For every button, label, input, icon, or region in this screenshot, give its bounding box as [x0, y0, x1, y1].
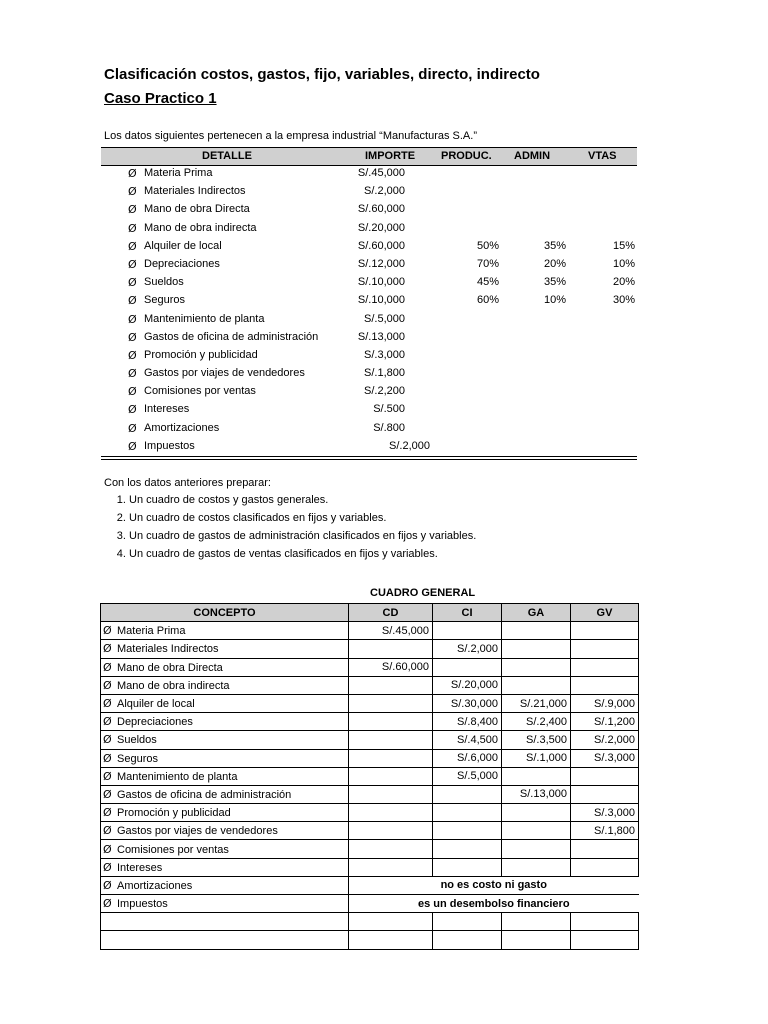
- importe-cell: S/.10,000: [357, 276, 405, 289]
- detalle-cell: Impuestos: [144, 439, 195, 452]
- admin-cell: 35%: [543, 276, 566, 289]
- blank-row: [101, 931, 639, 949]
- bullet-symbol: Ø: [103, 806, 112, 820]
- admin-cell: 10%: [543, 294, 566, 307]
- table-row: [101, 420, 637, 438]
- instruction-item: 4. Un cuadro de gastos de ventas clasificados en fijos y variables.: [129, 548, 476, 566]
- concepto-cell: [101, 876, 349, 894]
- bullet-symbol: Ø: [103, 697, 112, 711]
- ci-cell: [433, 785, 502, 803]
- detalle-cell: Gastos por viajes de vendedores: [144, 367, 305, 380]
- table-row: [101, 767, 639, 785]
- data-table-header: [101, 147, 637, 166]
- gv-cell: [571, 640, 639, 658]
- concepto-cell: [101, 822, 349, 840]
- importe-cell: S/.2,000: [364, 185, 405, 198]
- gv-cell: [571, 658, 639, 676]
- table-row: [101, 694, 639, 712]
- cd-cell: [349, 676, 433, 694]
- table-row: [101, 876, 639, 894]
- bullet-symbol: Ø: [128, 276, 137, 290]
- detalle-cell: Mantenimiento de planta: [144, 312, 265, 325]
- instructions: [104, 477, 476, 566]
- ci-cell: [433, 804, 502, 822]
- bullet-symbol: Ø: [103, 715, 112, 729]
- importe-cell: S/.800: [373, 421, 405, 434]
- bullet-symbol: Ø: [128, 385, 137, 399]
- vtas-cell: 10%: [612, 257, 635, 270]
- importe-cell: S/.10,000: [357, 294, 405, 307]
- concepto-cell: [101, 640, 349, 658]
- concepto-label: Materiales Indirectos: [117, 643, 219, 656]
- concepto-cell: [101, 676, 349, 694]
- ga-cell: [502, 858, 571, 876]
- ci-cell: [433, 822, 502, 840]
- concepto-label: Seguros: [117, 752, 158, 765]
- instruction-item: 3. Un cuadro de gastos de administración clasificados en fijos y variables.: [129, 530, 476, 548]
- gv-cell: [571, 858, 639, 876]
- concepto-label: Mano de obra indirecta: [117, 679, 230, 692]
- ci-cell: S/.30,000: [433, 694, 502, 712]
- cd-cell: [349, 694, 433, 712]
- instruction-item: 1. Un cuadro de costos y gastos generales.: [129, 494, 476, 512]
- table-row: [101, 438, 637, 456]
- table-row: [101, 201, 637, 219]
- cd-cell: S/.45,000: [349, 622, 433, 640]
- blank-row: [101, 913, 639, 931]
- table-row: [101, 183, 637, 201]
- blank-cell: [101, 913, 349, 931]
- col-admin-header: ADMIN: [514, 150, 551, 162]
- bullet-symbol: Ø: [128, 221, 137, 235]
- gv-cell: S/.2,000: [571, 731, 639, 749]
- detalle-cell: Materia Prima: [144, 167, 213, 179]
- detalle-cell: Alquiler de local: [144, 239, 222, 252]
- concepto-label: Impuestos: [117, 898, 168, 911]
- ga-cell: [502, 767, 571, 785]
- cd-cell: [349, 785, 433, 803]
- detalle-cell: Mano de obra indirecta: [144, 221, 257, 234]
- cd-cell: [349, 822, 433, 840]
- data-table-body: [101, 165, 637, 456]
- col-gv-header: GV: [571, 604, 639, 622]
- cd-cell: [349, 840, 433, 858]
- bullet-symbol: Ø: [128, 294, 137, 308]
- table-row: [101, 731, 639, 749]
- detalle-cell: Depreciaciones: [144, 257, 220, 270]
- blank-cell: [433, 913, 502, 931]
- table-row: [101, 311, 637, 329]
- bullet-symbol: Ø: [128, 203, 137, 217]
- cd-cell: [349, 767, 433, 785]
- table-row: [101, 822, 639, 840]
- document-title: Clasificación costos, gastos, fijo, variables, directo, indirecto: [104, 66, 540, 83]
- instructions-lead: Con los datos anteriores preparar:: [104, 477, 271, 489]
- importe-cell: S/.20,000: [357, 221, 405, 234]
- produc-cell: 50%: [476, 239, 499, 252]
- gv-cell: S/.3,000: [571, 749, 639, 767]
- cd-cell: [349, 858, 433, 876]
- table-row: [101, 658, 639, 676]
- gv-cell: [571, 767, 639, 785]
- bullet-symbol: Ø: [128, 348, 137, 362]
- ga-cell: [502, 840, 571, 858]
- table-row: [101, 256, 637, 274]
- concepto-cell: [101, 767, 349, 785]
- gv-cell: [571, 622, 639, 640]
- concepto-label: Intereses: [117, 861, 163, 874]
- case-subtitle: Caso Practico 1: [104, 90, 217, 107]
- note-cell: no es costo ni gasto: [349, 876, 639, 894]
- concepto-label: Amortizaciones: [117, 879, 193, 892]
- general-table-body: [101, 622, 639, 949]
- bullet-symbol: Ø: [103, 878, 112, 892]
- bullet-symbol: Ø: [128, 330, 137, 344]
- importe-cell: S/.1,800: [364, 367, 405, 380]
- table-row: [101, 383, 637, 401]
- col-cd-header: CD: [349, 604, 433, 622]
- blank-cell: [101, 931, 349, 949]
- gv-cell: [571, 785, 639, 803]
- detalle-cell: Amortizaciones: [144, 421, 220, 434]
- table-row: [101, 840, 639, 858]
- admin-cell: 20%: [543, 257, 566, 270]
- ci-cell: S/.4,500: [433, 731, 502, 749]
- concepto-cell: [101, 713, 349, 731]
- concepto-cell: [101, 858, 349, 876]
- ci-cell: [433, 840, 502, 858]
- gv-cell: S/.1,800: [571, 822, 639, 840]
- general-table-caption: CUADRO GENERAL: [370, 587, 476, 599]
- blank-cell: [571, 931, 639, 949]
- col-ci-header: CI: [433, 604, 502, 622]
- concepto-label: Sueldos: [117, 734, 157, 747]
- col-vtas-header: VTAS: [588, 150, 617, 162]
- bullet-symbol: Ø: [128, 367, 137, 381]
- bullet-symbol: Ø: [128, 167, 137, 180]
- concepto-label: Materia Prima: [117, 625, 186, 638]
- cd-cell: S/.60,000: [349, 658, 433, 676]
- ci-cell: S/.5,000: [433, 767, 502, 785]
- produc-cell: 60%: [476, 294, 499, 307]
- table-row: [101, 165, 637, 183]
- gv-cell: S/.3,000: [571, 804, 639, 822]
- bullet-symbol: Ø: [128, 439, 137, 453]
- detalle-cell: Gastos de oficina de administración: [144, 330, 319, 343]
- col-detalle-header: DETALLE: [202, 150, 252, 162]
- bullet-symbol: Ø: [128, 257, 137, 271]
- ci-cell: [433, 858, 502, 876]
- ga-cell: S/.1,000: [502, 749, 571, 767]
- col-ga-header: GA: [502, 604, 571, 622]
- bullet-symbol: Ø: [103, 624, 112, 638]
- produc-cell: 45%: [476, 276, 499, 289]
- blank-cell: [433, 931, 502, 949]
- detalle-cell: Materiales Indirectos: [144, 185, 246, 198]
- concepto-cell: [101, 895, 349, 913]
- general-table: [100, 603, 639, 950]
- ga-cell: S/.13,000: [502, 785, 571, 803]
- blank-cell: [349, 913, 433, 931]
- bullet-symbol: Ø: [103, 860, 112, 874]
- ga-cell: [502, 804, 571, 822]
- cd-cell: [349, 749, 433, 767]
- detalle-cell: Promoción y publicidad: [144, 348, 258, 361]
- importe-cell: S/.5,000: [364, 312, 405, 325]
- table-row: [101, 401, 637, 419]
- col-concepto-header: CONCEPTO: [101, 604, 349, 622]
- detalle-cell: Mano de obra Directa: [144, 203, 250, 216]
- bullet-symbol: Ø: [103, 751, 112, 765]
- blank-cell: [571, 913, 639, 931]
- ga-cell: [502, 640, 571, 658]
- ci-cell: S/.2,000: [433, 640, 502, 658]
- table-row: [101, 713, 639, 731]
- concepto-cell: [101, 694, 349, 712]
- detalle-cell: Seguros: [144, 294, 185, 307]
- table-row: [101, 640, 639, 658]
- concepto-label: Depreciaciones: [117, 716, 193, 729]
- table-row: [101, 292, 637, 310]
- ga-cell: S/.2,400: [502, 713, 571, 731]
- importe-cell: S/.3,000: [364, 348, 405, 361]
- concepto-cell: [101, 658, 349, 676]
- importe-cell: S/.2,200: [364, 385, 405, 398]
- table-row: [101, 365, 637, 383]
- produc-cell: 70%: [476, 257, 499, 270]
- bullet-symbol: Ø: [103, 787, 112, 801]
- bullet-symbol: Ø: [103, 660, 112, 674]
- ci-cell: [433, 658, 502, 676]
- importe-cell: S/.60,000: [357, 239, 405, 252]
- bullet-symbol: Ø: [103, 897, 112, 911]
- bullet-symbol: Ø: [103, 842, 112, 856]
- bullet-symbol: Ø: [103, 642, 112, 656]
- table-row: [101, 895, 639, 913]
- gv-cell: [571, 676, 639, 694]
- note-cell: es un desembolso financiero: [349, 895, 639, 913]
- concepto-cell: [101, 785, 349, 803]
- table-row: [101, 238, 637, 256]
- blank-cell: [502, 913, 571, 931]
- bullet-symbol: Ø: [128, 312, 137, 326]
- vtas-cell: 30%: [612, 294, 635, 307]
- table-row: [101, 622, 639, 640]
- detalle-cell: Intereses: [144, 403, 190, 416]
- bullet-symbol: Ø: [103, 824, 112, 838]
- importe-cell: S/.13,000: [357, 330, 405, 343]
- concepto-label: Comisiones por ventas: [117, 843, 229, 856]
- vtas-cell: 20%: [612, 276, 635, 289]
- blank-cell: [349, 931, 433, 949]
- table-row: [101, 785, 639, 803]
- general-table-header: [101, 604, 639, 622]
- cd-cell: [349, 713, 433, 731]
- bullet-symbol: Ø: [128, 239, 137, 253]
- bullet-symbol: Ø: [128, 421, 137, 435]
- table-row: [101, 858, 639, 876]
- importe-cell: S/.2,000: [389, 439, 430, 452]
- data-table-end-rule: [101, 456, 637, 460]
- bullet-symbol: Ø: [128, 403, 137, 417]
- concepto-label: Gastos por viajes de vendedores: [117, 825, 278, 838]
- col-produc-header: PRODUC.: [441, 150, 492, 162]
- blank-cell: [502, 931, 571, 949]
- gv-cell: S/.9,000: [571, 694, 639, 712]
- instruction-item: 2. Un cuadro de costos clasificados en fijos y variables.: [129, 512, 476, 530]
- table-row: [101, 749, 639, 767]
- table-row: [101, 220, 637, 238]
- bullet-symbol: Ø: [128, 185, 137, 199]
- importe-cell: S/.45,000: [357, 167, 405, 179]
- ci-cell: [433, 622, 502, 640]
- ga-cell: S/.3,500: [502, 731, 571, 749]
- table-row: [101, 329, 637, 347]
- concepto-cell: [101, 749, 349, 767]
- ga-cell: [502, 658, 571, 676]
- importe-cell: S/.500: [373, 403, 405, 416]
- cd-cell: [349, 731, 433, 749]
- col-importe-header: IMPORTE: [365, 150, 416, 162]
- bullet-symbol: Ø: [103, 733, 112, 747]
- intro-text: Los datos siguientes pertenecen a la empresa industrial “Manufacturas S.A.”: [104, 130, 477, 142]
- concepto-cell: [101, 731, 349, 749]
- concepto-cell: [101, 622, 349, 640]
- concepto-label: Gastos de oficina de administración: [117, 788, 292, 801]
- detalle-cell: Comisiones por ventas: [144, 385, 256, 398]
- concepto-cell: [101, 840, 349, 858]
- bullet-symbol: Ø: [103, 678, 112, 692]
- importe-cell: S/.60,000: [357, 203, 405, 216]
- table-row: [101, 676, 639, 694]
- ga-cell: [502, 822, 571, 840]
- vtas-cell: 15%: [612, 239, 635, 252]
- cd-cell: [349, 804, 433, 822]
- importe-cell: S/.12,000: [357, 257, 405, 270]
- gv-cell: S/.1,200: [571, 713, 639, 731]
- ci-cell: S/.8,400: [433, 713, 502, 731]
- admin-cell: 35%: [543, 239, 566, 252]
- cd-cell: [349, 640, 433, 658]
- ga-cell: S/.21,000: [502, 694, 571, 712]
- table-row: [101, 274, 637, 292]
- concepto-label: Mantenimiento de planta: [117, 770, 238, 783]
- concepto-label: Mano de obra Directa: [117, 661, 223, 674]
- gv-cell: [571, 840, 639, 858]
- table-row: [101, 347, 637, 365]
- detalle-cell: Sueldos: [144, 276, 184, 289]
- ga-cell: [502, 676, 571, 694]
- ci-cell: S/.6,000: [433, 749, 502, 767]
- table-row: [101, 804, 639, 822]
- concepto-label: Promoción y publicidad: [117, 807, 231, 820]
- concepto-cell: [101, 804, 349, 822]
- bullet-symbol: Ø: [103, 769, 112, 783]
- concepto-label: Alquiler de local: [117, 698, 195, 711]
- ci-cell: S/.20,000: [433, 676, 502, 694]
- instructions-list: [104, 494, 476, 566]
- ga-cell: [502, 622, 571, 640]
